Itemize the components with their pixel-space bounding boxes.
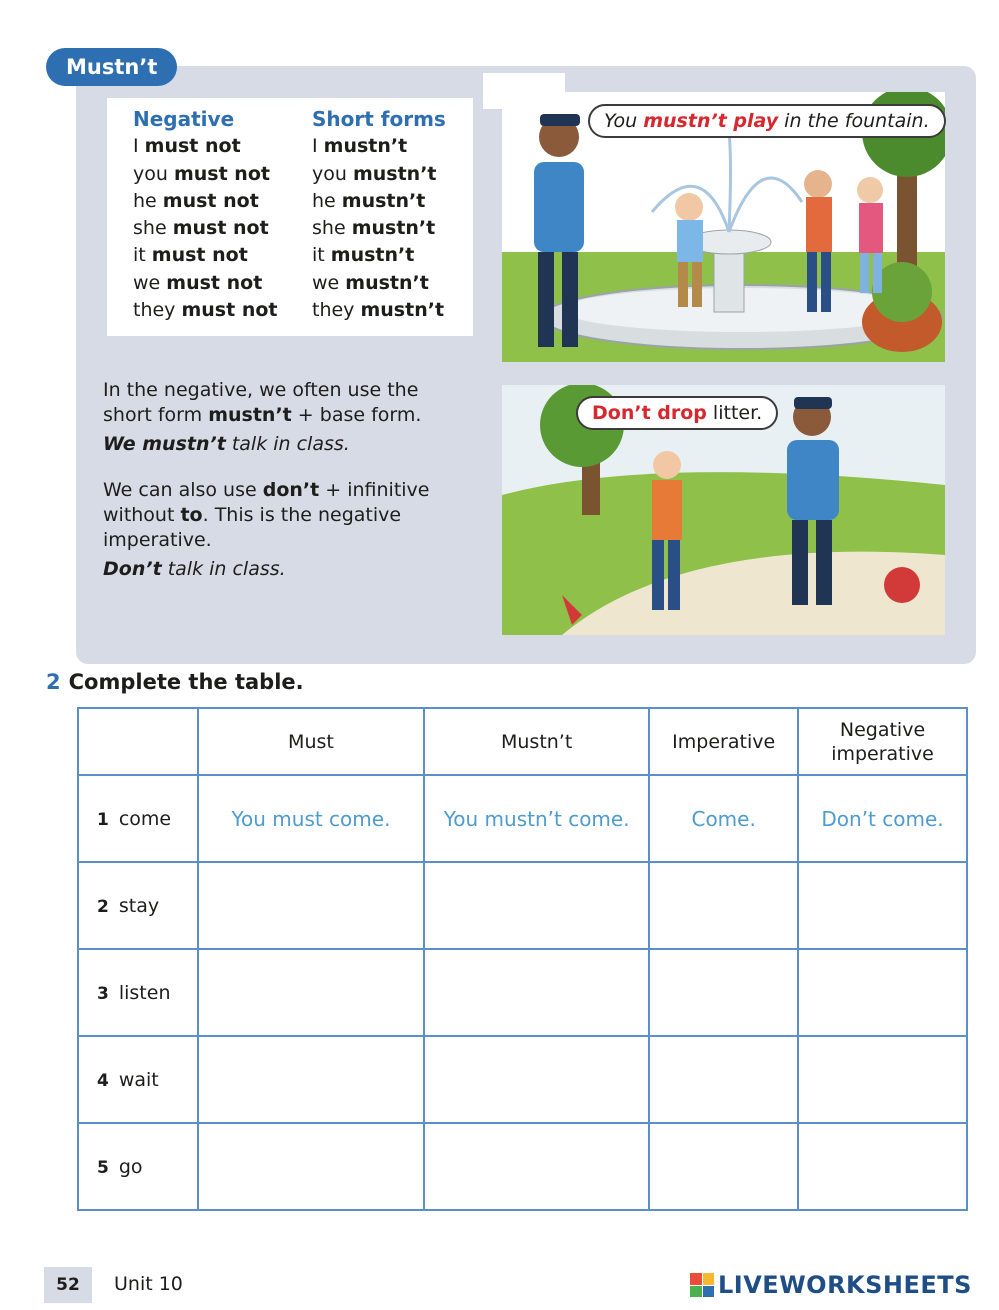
negative-header: Negative <box>133 107 235 131</box>
header-cell: Negative imperative <box>798 708 967 775</box>
pronoun: you <box>133 162 168 185</box>
short-form-row <box>312 215 446 242</box>
rule-example <box>103 557 463 582</box>
short-form: mustn’t <box>323 135 408 158</box>
rule-text: + base form. <box>291 404 422 426</box>
page-number: 52 <box>44 1267 92 1303</box>
short-form-row <box>312 242 446 269</box>
verb-cell <box>78 1123 198 1210</box>
negative-form: must not <box>151 244 248 267</box>
answer-input[interactable] <box>798 1036 967 1123</box>
short-forms-column <box>312 106 446 324</box>
short-form: mustn’t <box>341 189 426 212</box>
brand-logo[interactable] <box>690 1268 972 1302</box>
pronoun: I <box>312 135 318 158</box>
row-number: 4 <box>97 1070 109 1091</box>
section-badge: Mustn’t <box>46 48 177 86</box>
table-row <box>78 1036 967 1123</box>
row-number: 3 <box>97 983 109 1004</box>
negative-form-row <box>133 297 277 324</box>
bubble-highlight: mustn’t play <box>643 110 779 132</box>
forms-box <box>107 98 473 336</box>
exercise-title <box>46 670 304 694</box>
example-bold: We mustn’t <box>103 433 226 455</box>
verb-label: listen <box>118 981 171 1004</box>
brand-name: LIVEWORKSHEETS <box>718 1271 972 1299</box>
rule-bold: don’t <box>262 479 320 501</box>
answer-input[interactable] <box>424 862 649 949</box>
pronoun: she <box>312 217 346 240</box>
verb-label: stay <box>118 894 160 917</box>
rule-mustnt <box>103 378 463 457</box>
table-row <box>78 775 967 862</box>
speech-bubble-litter <box>576 396 778 430</box>
verb-label: come <box>118 807 172 830</box>
short-form-row <box>312 161 446 188</box>
negative-form: must not <box>162 189 259 212</box>
row-number: 2 <box>97 896 109 917</box>
answer-input[interactable] <box>198 1123 424 1210</box>
row-number: 1 <box>97 809 109 830</box>
verb-label: wait <box>118 1068 159 1091</box>
answer-cell: You mustn’t come. <box>424 775 649 862</box>
short-form: mustn’t <box>345 271 429 294</box>
answer-input[interactable] <box>649 1036 798 1123</box>
example-text: talk in class. <box>225 433 350 455</box>
verb-cell <box>78 949 198 1036</box>
unit-label: Unit 10 <box>114 1273 183 1295</box>
answer-input[interactable] <box>798 1123 967 1210</box>
short-form-row <box>312 133 446 160</box>
answer-input[interactable] <box>798 949 967 1036</box>
verb-label: go <box>118 1155 143 1178</box>
answer-input[interactable] <box>649 1123 798 1210</box>
negative-form: must not <box>144 135 241 158</box>
header-cell: Imperative <box>649 708 798 775</box>
speech-bubble-fountain <box>588 104 946 138</box>
example-bold: Don’t <box>103 558 162 580</box>
row-number: 5 <box>97 1157 109 1178</box>
table-header-row <box>78 708 967 775</box>
negative-form-row <box>133 215 277 242</box>
pronoun: they <box>312 299 355 322</box>
short-form: mustn’t <box>352 162 437 185</box>
negative-form: must not <box>173 162 270 185</box>
short-form-row <box>312 270 446 297</box>
negative-column <box>133 106 277 324</box>
verb-cell <box>78 1036 198 1123</box>
bubble-text: You <box>604 110 644 132</box>
table-row <box>78 862 967 949</box>
answer-cell: Don’t come. <box>798 775 967 862</box>
short-forms-header: Short forms <box>312 107 446 131</box>
pronoun: he <box>133 189 157 212</box>
bubble-text: in the fountain. <box>778 110 930 132</box>
negative-form-row <box>133 133 277 160</box>
pronoun: I <box>133 135 139 158</box>
pronoun: we <box>312 271 340 294</box>
exercise-table <box>77 707 968 1211</box>
answer-cell: Come. <box>649 775 798 862</box>
header-cell: Must <box>198 708 424 775</box>
short-form-row <box>312 297 446 324</box>
header-cell: Mustn’t <box>424 708 649 775</box>
rule-bold: to <box>180 504 203 526</box>
pronoun: you <box>312 162 347 185</box>
rule-text: . This is the negative imperative. <box>103 504 402 551</box>
table-row <box>78 1123 967 1210</box>
negative-form-row <box>133 270 277 297</box>
example-text: talk in class. <box>161 558 286 580</box>
negative-form-row <box>133 242 277 269</box>
pronoun: it <box>312 244 325 267</box>
negative-form: must not <box>172 217 269 240</box>
exercise-number: 2 <box>46 670 61 694</box>
answer-input[interactable] <box>424 1036 649 1123</box>
pronoun: they <box>133 299 176 322</box>
verb-cell <box>78 862 198 949</box>
rule-example <box>103 432 463 457</box>
answer-input[interactable] <box>649 949 798 1036</box>
short-form-row <box>312 188 446 215</box>
short-form: mustn’t <box>330 244 415 267</box>
short-form: mustn’t <box>360 299 445 322</box>
liveworksheets-icon <box>690 1273 714 1297</box>
answer-input[interactable] <box>424 1123 649 1210</box>
answer-input[interactable] <box>198 862 424 949</box>
pronoun: she <box>133 217 167 240</box>
header-cell <box>78 708 198 775</box>
pronoun: he <box>312 189 336 212</box>
pronoun: it <box>133 244 146 267</box>
answer-input[interactable] <box>798 862 967 949</box>
rule-text: + infinitive without <box>103 479 430 526</box>
table-row <box>78 949 967 1036</box>
short-form: mustn’t <box>351 217 436 240</box>
answer-input[interactable] <box>198 949 424 1036</box>
negative-form: must not <box>181 299 278 322</box>
rule-dont <box>103 478 463 582</box>
verb-cell <box>78 775 198 862</box>
rule-text: In the negative, we often use the short form <box>103 379 419 426</box>
bubble-highlight: Don’t drop <box>592 402 707 424</box>
answer-input[interactable] <box>649 862 798 949</box>
bubble-text: litter. <box>706 402 763 424</box>
answer-input[interactable] <box>198 1036 424 1123</box>
pronoun: we <box>133 271 161 294</box>
rule-text: We can also use <box>103 479 263 501</box>
negative-form: must not <box>166 271 263 294</box>
exercise-instruction: Complete the table. <box>68 670 304 694</box>
negative-form-row <box>133 188 277 215</box>
answer-cell: You must come. <box>198 775 424 862</box>
negative-form-row <box>133 161 277 188</box>
rule-bold: mustn’t <box>208 404 292 426</box>
answer-input[interactable] <box>424 949 649 1036</box>
blank-label <box>483 73 565 109</box>
